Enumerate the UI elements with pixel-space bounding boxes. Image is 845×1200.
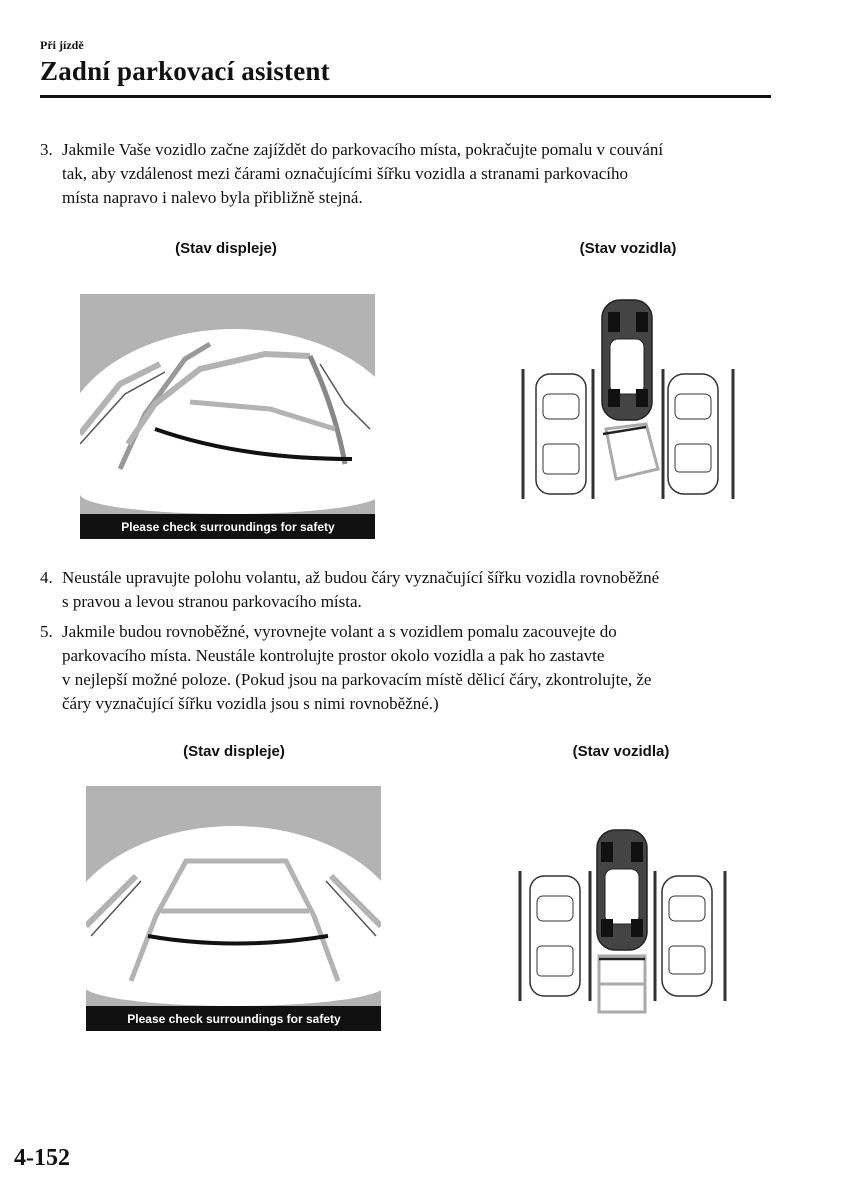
safety-banner-text: Please check surroundings for safety (121, 520, 335, 534)
step-number: 5. (40, 622, 53, 641)
reversing-car (602, 300, 652, 420)
title-rule (40, 95, 771, 98)
safety-banner-text: Please check surroundings for safety (127, 1012, 341, 1026)
step-line: Jakmile Vaše vozidlo začne zajíždět do parkovacího místa, pokračujte pomalu v couvání (62, 140, 664, 159)
display-caption: (Stav displeje) (175, 240, 277, 257)
step-line: s pravou a levou stranou parkovacího místa. (62, 592, 362, 611)
step-line: místa napravo i nalevo byla přibližně stejná. (62, 188, 363, 207)
vehicle-caption: (Stav vozidla) (579, 240, 677, 257)
step-line: v nejlepší možné poloze. (Pokud jsou na parkovacím místě dělicí čáry, zkontrolujte, že (62, 670, 652, 689)
step-4 (40, 566, 780, 614)
step-number: 3. (40, 140, 53, 159)
reversing-car (597, 830, 647, 950)
step-5 (40, 620, 780, 716)
step-line: tak, aby vzdálenost mezi čárami označujícími šířku vozidla a stranami parkovacího (62, 164, 628, 183)
vehicle-caption: (Stav vozidla) (572, 743, 670, 760)
page-number: 4-152 (14, 1145, 70, 1171)
step-line: Jakmile budou rovnoběžné, vyrovnejte volant a s vozidlem pomalu zacouvejte do (62, 622, 617, 641)
parked-car-right (662, 876, 712, 996)
step-line: parkovacího místa. Neustále kontrolujte prostor okolo vozidla a pak ho zastavte (62, 646, 605, 665)
vehicle-situation-1 (518, 294, 748, 504)
page-title: Zadní parkovací asistent (40, 56, 330, 86)
step-line: Neustále upravujte polohu volantu, až budou čáry vyznačující šířku vozidla rovnoběžné (62, 568, 660, 587)
step-number: 4. (40, 568, 53, 587)
step-3 (40, 138, 780, 210)
step-line: čáry vyznačující šířku vozidla jsou s nimi rovnoběžné.) (62, 694, 439, 713)
display-caption: (Stav displeje) (183, 743, 285, 760)
parked-car-left (536, 374, 586, 494)
rear-camera-display-2 (86, 786, 381, 1031)
parked-car-right (668, 374, 718, 494)
parked-car-left (530, 876, 580, 996)
vehicle-situation-2 (515, 826, 745, 1016)
breadcrumb: Při jízdě (40, 38, 84, 52)
rear-camera-display-1 (80, 294, 375, 539)
